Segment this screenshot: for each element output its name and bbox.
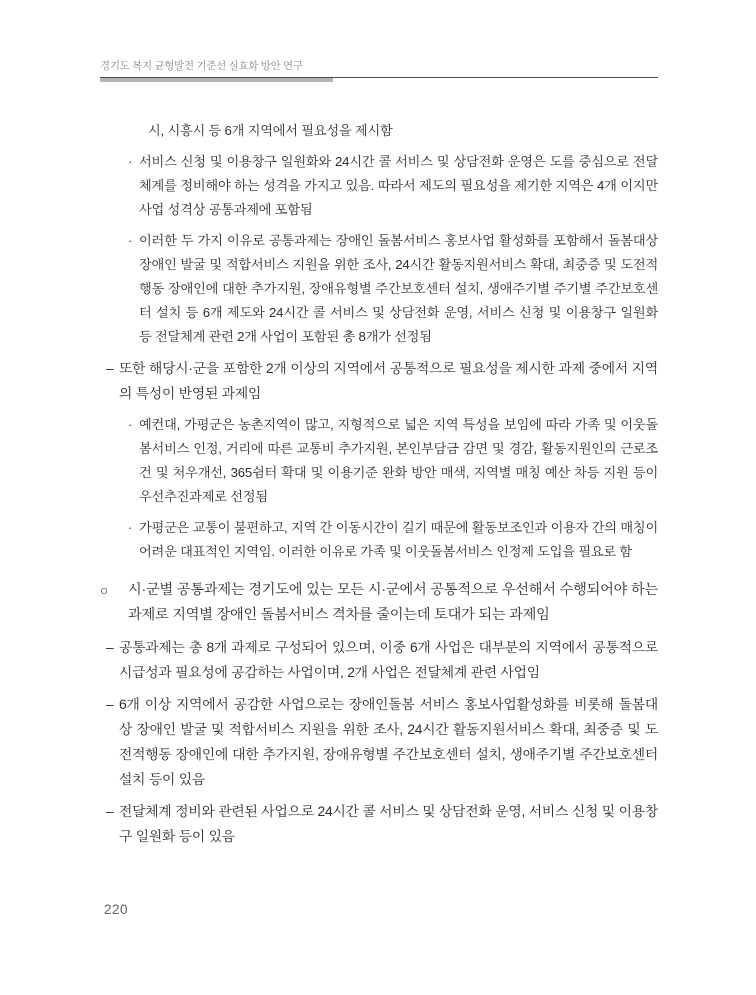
bullet-marker: · (128, 233, 133, 248)
header-rule-bar (100, 78, 333, 82)
list-item (100, 413, 658, 509)
list-item-text: 예컨대, 가평군은 농촌지역이 많고, 지형적으로 넓은 지역 특성을 보임에 따라 가족 및 이웃돌봄서비스 인정, 거리에 따른 교통비 추가지원, 본인부담금 감면 및 경감, 활동지원인의 근로조건 및 처우개선, 365쉼터 확대 및 이용기준 완화 방안 매색, 지역별 매칭 예산 차등 지원 등이 우선추진과제로 선정됨 (139, 417, 658, 504)
list-item (100, 516, 658, 564)
running-head-title: 경기도 복지 균형발전 기준선 실효화 방안 연구 (100, 60, 303, 72)
list-item-text: 6개 이상 지역에서 공감한 사업으로는 장애인돌봄 서비스 홍보사업활성화를 비롯해 돌봄대상 장애인 발굴 및 적합서비스 지원을 위한 조사, 24시간 활동지원서비스 확대, 최중증 및 도전적행동 장애인에 대한 추가지원, 장애유형별 주간보호센터 설치, 생애주기별 주간보호센터 설치 등이 있음 (119, 697, 658, 787)
circle-marker: ○ (100, 583, 109, 598)
dash-marker: – (106, 697, 114, 712)
list-item-text: 가평군은 교통이 불편하고, 지역 간 이동시간이 길기 때문에 활동보조인과 이용자 간의 매칭이 어려운 대표적인 지역임. 이러한 이유로 가족 및 이웃돌봄서비스 인정제 도입을 필요로 함 (139, 520, 658, 559)
list-item (100, 150, 658, 222)
list-item-text: 이러한 두 가지 이유로 공통과제는 장애인 돌봄서비스 홍보사업 활성화를 포함해서 돌봄대상 장애인 발굴 및 적합서비스 지원을 위한 조사, 24시간 활동지원서비스 확대, 최중증 및 도전적행동 장애인에 대한 추가지원, 장애유형별 주간보호센터 설치, 생애주기별 주기별 주간보호센터 설치 등 6개 제도와 24시간 콜 서비스 및 상담전화 운영, 서비스 신청 및 이용창구 일원화 등 전달체계 관련 2개 사업이 포함된 총 8개가 선정됨 (139, 233, 658, 344)
list-item (100, 635, 658, 685)
list-item (100, 799, 658, 849)
bullet-marker: · (128, 154, 133, 169)
dash-marker: – (106, 804, 114, 819)
page-body (100, 112, 658, 849)
list-item-text: 또한 해당시·군을 포함한 2개 이상의 지역에서 공통적으로 필요성을 제시한 과제 중에서 지역의 특성이 반영된 과제임 (119, 361, 658, 401)
dash-marker: – (106, 361, 114, 376)
list-item-text: 서비스 신청 및 이용창구 일원화와 24시간 콜 서비스 및 상담전화 운영은 도를 중심으로 전달체계를 정비해야 하는 성격을 가지고 있음. 따라서 제도의 필요성을 제기한 지역은 4개 이지만 사업 성격상 공통과제에 포함됨 (139, 154, 658, 217)
page-number: 220 (104, 902, 129, 917)
list-item (100, 692, 658, 792)
dash-marker: – (106, 640, 114, 655)
list-item (100, 229, 658, 349)
list-item (100, 578, 658, 628)
list-item-text: 시·군별 공통과제는 경기도에 있는 모든 시·군에서 공통적으로 우선해서 수행되어야 하는 과제로 지역별 장애인 돌봄서비스 격차를 줄이는데 토대가 되는 과제임 (128, 582, 658, 623)
list-item-text: 전달체계 정비와 관련된 사업으로 24시간 콜 서비스 및 상담전화 운영, 서비스 신청 및 이용창구 일원화 등이 있음 (119, 804, 658, 844)
list-item-text: 공통과제는 총 8개 과제로 구성되어 있으며, 이중 6개 사업은 대부분의 지역에서 공통적으로 시급성과 필요성에 공감하는 사업이며, 2개 사업은 전달체계 관련 사업임 (119, 640, 658, 680)
running-head-rule (100, 77, 658, 83)
bullet-marker: · (128, 520, 133, 535)
list-item-text: 시, 시흥시 등 6개 지역에서 필요성을 제시함 (148, 123, 393, 138)
running-head (100, 59, 658, 83)
list-item (100, 356, 658, 406)
bullet-marker: · (128, 417, 133, 432)
list-item (100, 119, 658, 143)
